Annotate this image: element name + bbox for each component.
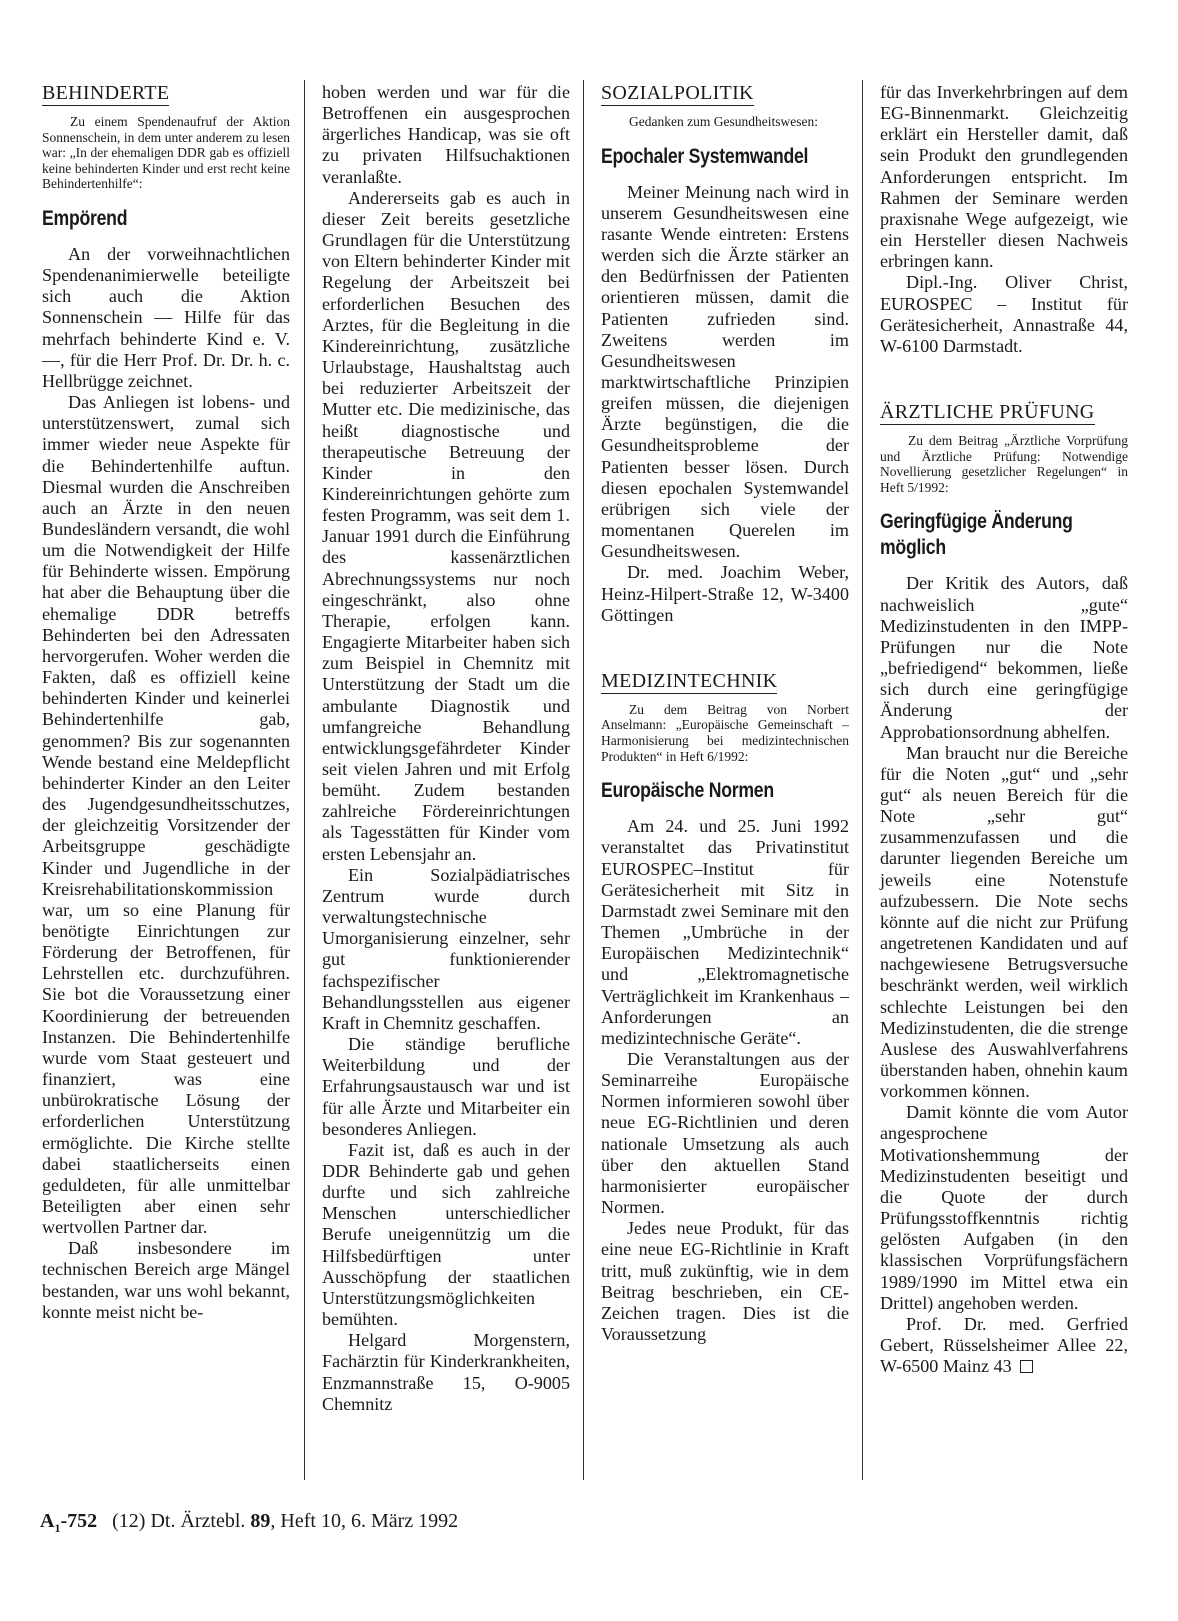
paragraph: für das Inverkehrbringen auf dem EG-Binnenmarkt. Gleichzeitig erklärt ein Hersteller damit, daß sein Produkt den grundlegenden Anforderungen entspricht. Im Rahmen der Seminare werden praxisnahe Wege aufgezeigt, wie ein Hersteller diesen Nachweis erbringen kann. bbox=[880, 82, 1128, 272]
letter-body bbox=[880, 573, 1128, 1377]
paragraph: Daß insbesondere im technischen Bereich arge Mängel bestanden, war uns wohl bekannt, konnte meist nicht be- bbox=[42, 1238, 290, 1322]
letter-body bbox=[601, 182, 849, 626]
section-gap bbox=[880, 357, 1128, 401]
issue-pre: (12) Dt. Ärztebl. bbox=[112, 1510, 246, 1532]
signature: Dipl.-Ing. Oliver Christ, EUROSPEC – Institut für Gerätesicherheit, Annastraße 44, W-6100 Darmstadt. bbox=[880, 272, 1128, 356]
column-3 bbox=[601, 82, 849, 1345]
letter-body bbox=[42, 244, 290, 1323]
section-label: MEDIZINTECHNIK bbox=[601, 669, 778, 692]
issue-post: , Heft 10, 6. März 1992 bbox=[270, 1510, 459, 1532]
folio-page: -752 bbox=[60, 1510, 98, 1532]
letter-intro: Gedanken zum Gesundheitswesen: bbox=[629, 114, 818, 129]
section-label: ÄRZTLICHE PRÜFUNG bbox=[880, 401, 1095, 424]
column-4 bbox=[880, 82, 1128, 1377]
signature: Helgard Morgenstern, Fachärztin für Kinderkrankheiten, Enzmannstraße 15, O-9005 Chemnitz bbox=[322, 1330, 570, 1414]
signature-text: Prof. Dr. med. Gerfried Gebert, Rüsselsheimer Allee 22, W-6500 Mainz 43 bbox=[880, 1313, 1128, 1377]
volume-number: 89 bbox=[250, 1510, 271, 1532]
paragraph: An der vorweihnachtlichen Spendenanimierwelle beteiligte sich auch die Aktion Sonnenschein — Hilfe für das mehrfach behinderte Kind e. V. —, für die Herr Prof. Dr. Dr. h. c. Hellbrügge zeichnet. bbox=[42, 243, 290, 391]
paragraph: Das Anliegen ist lobens- und unterstützenswert, zumal sich immer wieder neue Aspekte für die Behindertenhilfe auftun. Diesmal wurden die Anschreiben auch an Ärzte in den neuen Bundesländern versandt, die wohl um die Notwendigkeit der Hilfe für Behinderte wissen. Empörung hat aber die Behauptung über die ehemalige DDR betreffs Behinderten bei den Adressaten hervorgerufen. Woher werden die Fakten, daß es offiziell keine behinderten Kinder und keinerlei Behindertenhilfe gab, genommen? Bis zur sogenannten Wende bestand eine Meldepflicht behinderter Kinder an den Leiter des Jugendgesundheitsschutzes, der gleichzeitig Vorsitzender der Arbeitsgruppe geschädigte Kinder und Jugendliche in der Kreisrehabilitationskommission war, um so eine Planung für benötigte Einrichtungen zur Förderung der Betroffenen, für Lehrstellen etc. durchzuführen. Sie bot die Voraussetzung einer Koordinierung der betreuenden Instanzen. Die Behindertenhilfe wurde vom Staat gesteuert und finanziert, was eine unbürokratische Lösung der erforderlichen Unterstützung ermöglichte. Die Kirche stellte dabei staatlicherseits einen geduldeten, für alle unmittelbar Beteiligten aber einen sehr wertvollen Partner dar. bbox=[42, 392, 290, 1238]
paragraph: Fazit ist, daß es auch in der DDR Behinderte gab und gehen durfte und sich zahlreiche Menschen unterschiedlicher Berufe uneigennützig um die Hilfsbedürftigen unter Ausschöpfung der staatlichen Unterstützungsmöglichkeiten bemühten. bbox=[322, 1139, 570, 1330]
end-of-article-icon bbox=[1020, 1360, 1033, 1373]
letter-intro: Zu einem Spendenaufruf der Aktion Sonnenschein, in dem unter anderem zu lesen war: „In der ehemaligen DDR gab es offiziell keine behinderten Kinder und erst recht keine Behindertenhilfe“: bbox=[42, 114, 290, 192]
section-label: BEHINDERTE bbox=[42, 82, 170, 104]
letter-body bbox=[601, 816, 849, 1345]
paragraph: Ein Sozialpädiatrisches Zentrum wurde durch verwaltungstechnische Umorganisierung einzelner, sehr gut funktionierender fachspezifischer Behandlungsstellen aus eigener Kraft in Chemnitz geschaffen. bbox=[322, 864, 570, 1033]
folio bbox=[40, 1510, 98, 1535]
signature: Dr. med. Joachim Weber, Heinz-Hilpert-Straße 12, W-3400 Göttingen bbox=[601, 562, 849, 625]
column-rule bbox=[862, 80, 863, 1480]
paragraph: Der Kritik des Autors, daß nachweislich „gute“ Medizinstudenten in den IMPP-Prüfungen nur die Note „befriedigend“ bekommen, ließe sich durch eine geringfügige Änderung der Approbationsordnung abhelfen. bbox=[880, 573, 1128, 742]
letter-intro: Zu dem Beitrag von Norbert Anselmann: „Europäische Gemeinschaft – Harmonisierung bei medizintechnischen Produkten“ in Heft 6/1992: bbox=[601, 701, 849, 764]
paragraph: Man braucht nur die Bereiche für die Noten „gut“ und „sehr gut“ als neuen Bereich für die Note „sehr gut“ zusammenzufassen und die darunter liegenden Bereiche um jeweils eine Notenstufe aufzubessern. Die Note sechs könnte auf die nicht zur Prüfung angetretenen Kandidaten und auf nachgewiesene Betrugsversuche beschränkt werden, weil wirklich schlechte Leistungen bei den Medizinstudenten, die die strenge Auslese des Auswahlverfahrens überstanden haben, ohnehin kaum vorkommen können. bbox=[880, 742, 1128, 1102]
section-label: SOZIALPOLITIK bbox=[601, 82, 754, 104]
column-rule bbox=[583, 80, 584, 1480]
paragraph: Am 24. und 25. Juni 1992 veranstaltet das Privatinstitut EUROSPEC–Institut für Gerätesicherheit mit Sitz in Darmstadt zwei Seminare mit den Themen „Umbrüche in der Europäischen Medizintechnik“ und „Elektromagnetische Verträglichkeit im Krankenhaus – Anforderungen an medizintechnische Geräte“. bbox=[601, 816, 849, 1048]
column-1 bbox=[42, 82, 290, 1323]
letter-headline: Europäische Normen bbox=[601, 779, 774, 803]
letter-intro: Zu dem Beitrag „Ärztliche Vorprüfung und Ärztliche Prüfung: Notwendige Novellierung gesetzlicher Regelungen“ in Heft 5/1992: bbox=[880, 433, 1128, 495]
page-footer bbox=[40, 1510, 458, 1536]
folio-prefix: A bbox=[40, 1510, 55, 1532]
paragraph: Meiner Meinung nach wird in unserem Gesundheitswesen eine rasante Wende eintreten: Erstens werden sich die Ärzte stärker an den Bedürfnissen der Patienten orientieren müssen, damit die Patienten zufrieden sind. Zweitens werden im Gesundheitswesen marktwirtschaftliche Prinzipien greifen müssen, die diejenigen Ärzte begünstigen, die die Gesundheitsprobleme der Patienten besser lösen. Durch diesen epochalen Systemwandel erübrigen sich viele der momentanen Querelen im Gesundheitswesen. bbox=[601, 181, 849, 562]
paragraph: hoben werden und war für die Betroffenen ein ausgesprochen ärgerliches Handicap, was sie oft zu privaten Hilfsuchaktionen veranlaßte. bbox=[322, 82, 570, 187]
paragraph: Damit könnte die vom Autor angesprochene Motivationshemmung der Medizinstudenten beseitigt und die Quote der durch Prüfungsstoffkenntnis richtig gelösten Aufgaben (in den klassischen Vorprüfungsfächern 1989/1990 im Mittel etwa ein Drittel) angehoben werden. bbox=[880, 1102, 1128, 1313]
folio-sub: 1 bbox=[54, 1521, 61, 1535]
signature bbox=[880, 1314, 1128, 1377]
letter-body bbox=[322, 82, 570, 1415]
paragraph: Die ständige berufliche Weiterbildung und der Erfahrungsaustausch war und ist für alle Ärzte und Mitarbeiter ein besonderes Anliegen. bbox=[322, 1034, 570, 1139]
letter-body bbox=[880, 82, 1128, 357]
letter-headline: Empörend bbox=[42, 206, 128, 230]
paragraph: Jedes neue Produkt, für das eine neue EG-Richtlinie in Kraft tritt, muß zukünftig, wie in dem Beitrag beschrieben, ein CE-Zeichen tragen. Dies ist die Voraussetzung bbox=[601, 1218, 849, 1344]
paragraph: Die Veranstaltungen aus der Seminarreihe Europäische Normen informieren sowohl über neue EG-Richtlinien und deren nationale Umsetzung als auch über den aktuellen Stand harmonisierter europäischer Normen. bbox=[601, 1048, 849, 1218]
letter-headline: Epochaler Systemwandel bbox=[601, 144, 809, 168]
letter-headline: Geringfügige Änderung möglich bbox=[880, 510, 1073, 560]
column-2 bbox=[322, 82, 570, 1415]
paragraph: Andererseits gab es auch in dieser Zeit bereits gesetzliche Grundlagen für die Unterstützung von Eltern behinderter Kinder mit Regelung der Arbeitszeit bei erforderlichen Besuchen des Arztes, für die Begleitung in die Kindereinrichtung, zusätzliche Urlaubstage, Haushaltstag auch bei reduzierter Arbeitszeit der Mutter etc. Die medizinische, das heißt diagnostische und therapeutische Betreuung der Kinder in den Kindereinrichtungen gehörte zum festen Programm, was seit dem 1. Januar 1991 durch die Einführung des kassenärztlichen Abrechnungssystems nur noch eingeschränkt, also ohne Therapie, erfolgen kann. Engagierte Mitarbeiter haben sich zum Beispiel in Chemnitz mit Unterstützung der Stadt um die ambulante Diagnostik und umfangreiche Behandlung entwicklungsgefährdeter Kinder seit vielen Jahren und mit Erfolg bemüht. Zudem bestanden zahlreiche Fördereinrichtungen als Tagesstätten für Kinder vom ersten Lebensjahr an. bbox=[322, 187, 570, 864]
section-gap bbox=[601, 626, 849, 670]
column-rule bbox=[304, 80, 305, 1480]
